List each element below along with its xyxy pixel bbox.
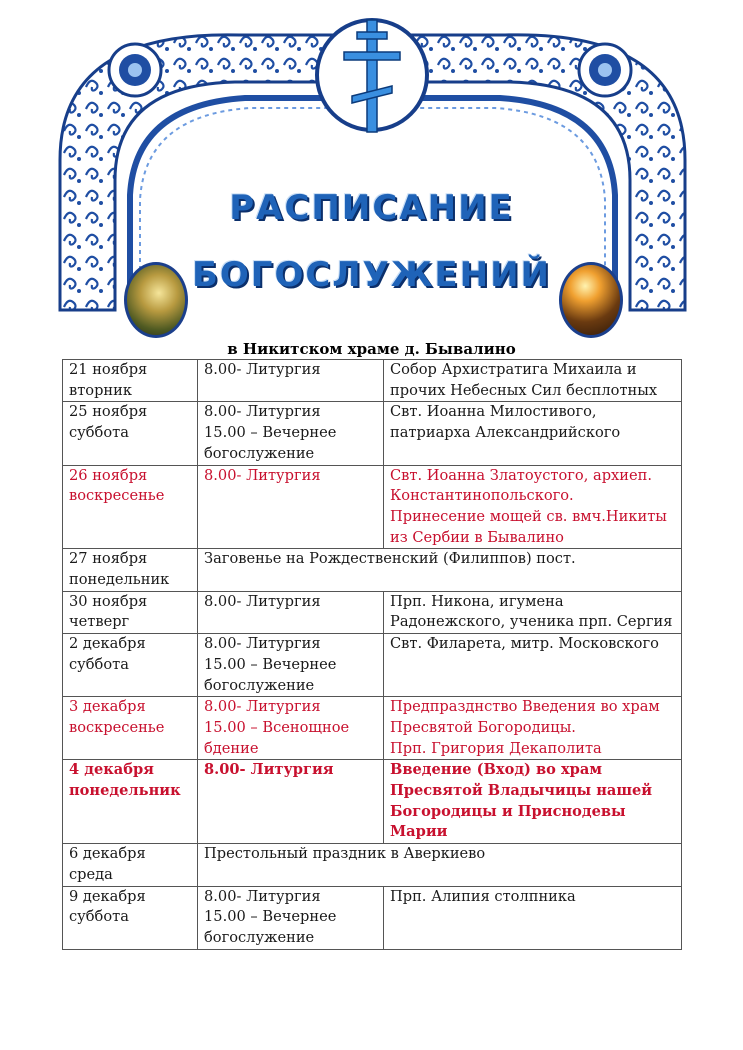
commemoration-cell xyxy=(384,697,682,760)
commemoration-cell xyxy=(384,591,682,633)
services-cell-line: бдение xyxy=(204,739,259,757)
services-cell-line: 8.00- Литургия xyxy=(204,635,321,653)
schedule-row xyxy=(63,760,682,844)
date-cell-line: суббота xyxy=(69,655,129,673)
date-cell xyxy=(63,549,198,591)
date-cell-line: 4 декабря xyxy=(69,761,154,779)
services-cell xyxy=(198,360,384,402)
date-cell-line: 21 ноября xyxy=(69,361,148,378)
commemoration-cell-line: патриарха Александрийского xyxy=(390,424,621,442)
commemoration-cell xyxy=(384,402,682,465)
commemoration-cell-line: прочих Небесных Сил бесплотных xyxy=(390,381,658,399)
date-cell-line: 30 ноября xyxy=(69,592,148,610)
commemoration-cell-line: Собор Архистратига Михаила и xyxy=(390,361,637,378)
date-cell-line: воскресенье xyxy=(69,487,165,505)
services-cell xyxy=(198,886,384,949)
date-cell-line: 2 декабря xyxy=(69,635,146,653)
services-cell-line: 8.00- Литургия xyxy=(204,887,321,905)
schedule-row xyxy=(63,634,682,697)
services-cell-line: богослужение xyxy=(204,928,315,946)
date-cell xyxy=(63,886,198,949)
note-cell: Престольный праздник в Аверкиево xyxy=(198,844,682,886)
services-cell xyxy=(198,465,384,549)
schedule-row xyxy=(63,591,682,633)
commemoration-cell-line: Принесение мощей св. вмч.Никиты xyxy=(390,507,667,525)
services-cell-line: 15.00 – Вечернее xyxy=(204,424,337,442)
date-cell xyxy=(63,465,198,549)
services-cell-line: богослужение xyxy=(204,444,315,462)
candle-photo xyxy=(559,262,623,338)
date-cell-line: 26 ноября xyxy=(69,466,148,484)
schedule-row xyxy=(63,697,682,760)
commemoration-cell xyxy=(384,886,682,949)
date-cell-line: суббота xyxy=(69,908,129,926)
services-cell xyxy=(198,697,384,760)
date-cell-line: 3 декабря xyxy=(69,698,146,716)
services-cell xyxy=(198,402,384,465)
commemoration-cell-line: Предпразднство Введения во храм xyxy=(390,698,660,716)
commemoration-cell-line: Пресвятой Богородицы. xyxy=(390,718,576,736)
date-cell-line: вторник xyxy=(69,381,132,399)
commemoration-cell-line: Константинопольского. xyxy=(390,487,574,505)
schedule-row xyxy=(63,360,682,402)
page-title-line2: БОГОСЛУЖЕНИЙ xyxy=(191,255,551,295)
services-cell-line: 8.00- Литургия xyxy=(204,698,321,716)
commemoration-cell xyxy=(384,465,682,549)
date-cell-line: четверг xyxy=(69,613,130,631)
commemoration-cell-line: Богородицы и Приснодевы xyxy=(390,802,626,820)
commemoration-cell-line: Свт. Филарета, митр. Московского xyxy=(390,635,659,653)
church-subtitle: в Никитском храме д. Бывалино xyxy=(227,340,516,358)
schedule-row xyxy=(63,465,682,549)
date-cell xyxy=(63,402,198,465)
commemoration-cell-line: Прп. Григория Декаполита xyxy=(390,739,602,757)
services-cell-line: 8.00- Литургия xyxy=(204,403,321,421)
commemoration-cell-line: Свт. Иоанна Милостивого, xyxy=(390,403,597,421)
date-cell-line: 6 декабря xyxy=(69,845,146,863)
commemoration-cell-line: Пресвятой Владычицы нашей xyxy=(390,782,653,800)
services-cell xyxy=(198,591,384,633)
date-cell-line: понедельник xyxy=(69,782,181,800)
date-cell xyxy=(63,760,198,844)
commemoration-cell-line: Введение (Вход) во храм xyxy=(390,761,603,779)
services-cell-line: 8.00- Литургия xyxy=(204,761,334,779)
services-cell xyxy=(198,760,384,844)
date-cell xyxy=(63,360,198,402)
page-title-line1: РАСПИСАНИЕ xyxy=(229,188,514,228)
church-interior-photo xyxy=(124,262,188,338)
schedule-row xyxy=(63,402,682,465)
commemoration-cell-line: Радонежского, ученика прп. Сергия xyxy=(390,613,673,631)
schedule-table xyxy=(62,359,682,950)
services-cell-line: 15.00 – Вечернее xyxy=(204,655,337,673)
date-cell-line: 9 декабря xyxy=(69,887,146,905)
commemoration-cell-line: Прп. Алипия столпника xyxy=(390,887,576,905)
commemoration-cell-line: Свт. Иоанна Златоустого, архиеп. xyxy=(390,466,652,484)
date-cell-line: суббота xyxy=(69,424,129,442)
date-cell-line: понедельник xyxy=(69,571,170,589)
schedule-row xyxy=(63,844,682,886)
date-cell xyxy=(63,634,198,697)
schedule-row xyxy=(63,886,682,949)
commemoration-cell-line: Марии xyxy=(390,823,448,841)
note-cell: Заговенье на Рождественский (Филиппов) пост. xyxy=(198,549,682,591)
date-cell xyxy=(63,844,198,886)
date-cell-line: 27 ноября xyxy=(69,550,148,568)
services-cell-line: 15.00 – Вечернее xyxy=(204,908,337,926)
services-cell-line: 15.00 – Всенощное xyxy=(204,718,350,736)
date-cell xyxy=(63,591,198,633)
services-cell-line: 8.00- Литургия xyxy=(204,466,321,484)
date-cell-line: 25 ноября xyxy=(69,403,148,421)
commemoration-cell-line: Прп. Никона, игумена xyxy=(390,592,564,610)
services-cell-line: 8.00- Литургия xyxy=(204,592,321,610)
date-cell xyxy=(63,697,198,760)
date-cell-line: воскресенье xyxy=(69,718,165,736)
services-cell xyxy=(198,634,384,697)
commemoration-cell xyxy=(384,760,682,844)
date-cell-line: среда xyxy=(69,865,113,883)
commemoration-cell xyxy=(384,634,682,697)
services-cell-line: богослужение xyxy=(204,676,315,694)
commemoration-cell xyxy=(384,360,682,402)
services-cell-line: 8.00- Литургия xyxy=(204,361,321,378)
schedule-row xyxy=(63,549,682,591)
commemoration-cell-line: из Сербии в Бывалино xyxy=(390,528,564,546)
